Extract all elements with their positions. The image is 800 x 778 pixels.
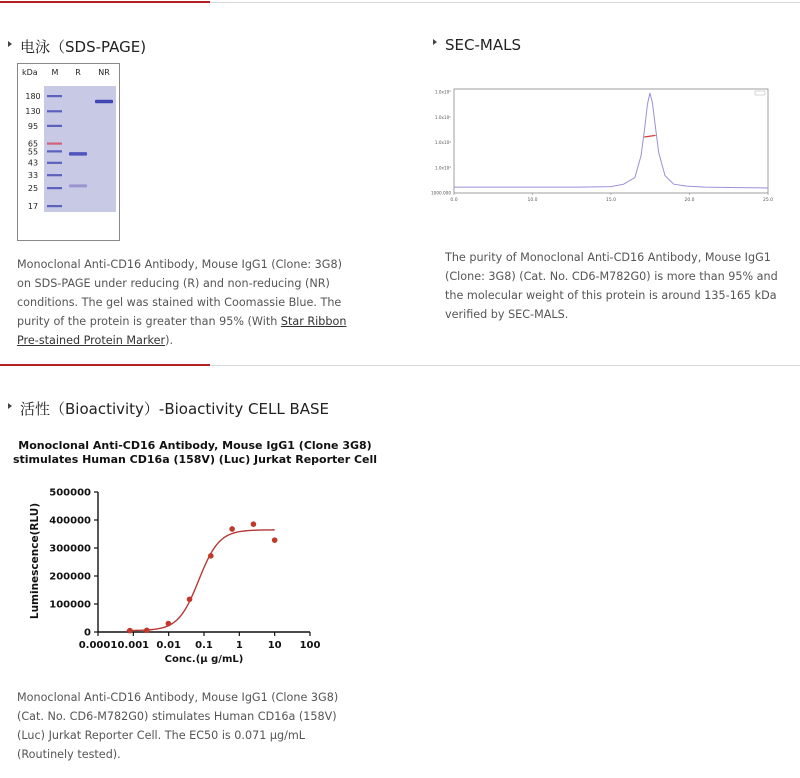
bio-fit-curve bbox=[127, 530, 275, 631]
bio-x-tick-label: 0.0001 bbox=[78, 640, 118, 651]
gel-marker-label: 95 bbox=[27, 121, 39, 131]
bio-chart-title-line-2: stimulates Human CD16a (158V) (Luc) Jurkat Reporter Cell bbox=[12, 453, 378, 466]
sec-mals-title-text: SEC-MALS bbox=[445, 36, 521, 54]
bio-data-point bbox=[127, 628, 133, 634]
bioactivity-description bbox=[17, 688, 362, 764]
bio-y-axis-label: Luminescence(RLU) bbox=[29, 502, 41, 620]
sds-page-title-text: 电泳（SDS-PAGE) bbox=[20, 38, 147, 56]
bullet-triangle-icon bbox=[433, 39, 437, 45]
bio-y-tick-label: 300000 bbox=[49, 543, 91, 555]
sds-page-title bbox=[8, 36, 146, 57]
bioactivity-chart bbox=[0, 432, 380, 672]
bio-description-text: Monoclonal Anti-CD16 Antibody, Mouse IgG1 (Clone 3G8) (Cat. No. CD6-M782G0) stimulates Human CD16a (158V) (Luc) Jurkat Reporter Cell. The EC50 is 0.071 μg/mL (Routinely tested). bbox=[17, 691, 339, 761]
sds-gel-image bbox=[18, 64, 119, 240]
bio-x-tick-label: 0.1 bbox=[195, 640, 213, 651]
sec-y-tick-label: 1.0x10³ bbox=[434, 165, 451, 171]
gel-marker-band bbox=[47, 110, 62, 112]
gel-marker-band bbox=[47, 125, 62, 127]
bio-y-tick-label: 500000 bbox=[49, 487, 91, 499]
sec-mals-description bbox=[445, 248, 785, 324]
gel-unit-label: kDa bbox=[22, 68, 38, 77]
bio-data-point bbox=[144, 628, 150, 634]
bullet-triangle-icon bbox=[8, 403, 12, 409]
sds-gel-panel bbox=[17, 63, 120, 241]
sec-plot-frame bbox=[454, 89, 768, 193]
bio-data-point bbox=[208, 553, 214, 559]
sec-description-text: The purity of Monoclonal Anti-CD16 Antibody, Mouse IgG1 (Clone: 3G8) (Cat. No. CD6-M782G0) is more than 95% and the molecular weight of this protein is around 135-165 kDa verified by SEC-MALS. bbox=[445, 251, 778, 321]
sds-page-description bbox=[17, 255, 352, 350]
bio-data-point bbox=[187, 596, 193, 602]
gel-band-r bbox=[69, 184, 87, 187]
top-divider-accent bbox=[0, 1, 210, 3]
gel-marker-band bbox=[47, 162, 62, 164]
bio-x-tick-label: 0.01 bbox=[156, 640, 182, 651]
sec-legend-box bbox=[755, 91, 765, 95]
bio-data-point bbox=[229, 526, 235, 532]
bio-x-tick-label: 100 bbox=[299, 640, 321, 651]
gel-background bbox=[44, 86, 116, 212]
gel-marker-label: 17 bbox=[27, 202, 39, 211]
gel-marker-label: 55 bbox=[27, 147, 39, 157]
gel-marker-band bbox=[47, 95, 62, 97]
sec-x-tick-label: 20.0 bbox=[684, 198, 695, 203]
sec-y-tick-label: 1.0x10⁵ bbox=[434, 114, 451, 120]
gel-lane-label-nr: NR bbox=[98, 68, 110, 77]
sec-chromatogram-trace bbox=[454, 93, 768, 188]
bio-x-axis-label: Conc.(μ g/mL) bbox=[164, 654, 244, 665]
gel-marker-band bbox=[47, 174, 62, 176]
sec-y-tick-label: 1000.000 bbox=[431, 190, 451, 196]
sec-y-tick-label: 1.0x10⁶ bbox=[434, 89, 451, 95]
gel-band-nr bbox=[95, 100, 113, 104]
protein-marker-link[interactable]: Star Ribbon Pre-stained Protein Marker bbox=[17, 315, 347, 347]
gel-marker-label: 33 bbox=[27, 171, 39, 181]
gel-marker-label: 43 bbox=[27, 158, 39, 168]
bio-chart-title-line-1: Monoclonal Anti-CD16 Antibody, Mouse IgG1 (Clone 3G8) bbox=[18, 439, 372, 452]
middle-divider-accent bbox=[0, 364, 210, 366]
sec-x-tick-label: 0.0 bbox=[450, 198, 458, 203]
bio-y-tick-label: 400000 bbox=[49, 515, 91, 527]
gel-marker-label: 180 bbox=[25, 92, 41, 101]
sec-y-tick-label: 1.0x10⁴ bbox=[434, 140, 451, 145]
sec-x-tick-label: 15.0 bbox=[605, 198, 617, 203]
bio-data-point bbox=[272, 537, 278, 543]
sec-x-tick-label: 10.0 bbox=[527, 198, 538, 203]
bio-x-tick-label: 10 bbox=[267, 640, 282, 651]
gel-band-r bbox=[69, 152, 87, 156]
sec-mals-title bbox=[433, 36, 521, 54]
gel-lane-label-r: R bbox=[75, 68, 81, 77]
gel-marker-band bbox=[47, 187, 62, 189]
bioactivity-title bbox=[8, 398, 329, 419]
bioactivity-title-text: 活性（Bioactivity）-Bioactivity CELL BASE bbox=[20, 400, 330, 418]
sds-description-text: Monoclonal Anti-CD16 Antibody, Mouse IgG1 (Clone: 3G8) on SDS-PAGE under reducing (R) and non-reducing (NR) conditions. The gel was stained with Coomassie Blue. The purity of the protein is greater than 95% (With bbox=[17, 258, 342, 328]
bio-data-point bbox=[166, 621, 172, 627]
bio-x-tick-label: 1 bbox=[235, 640, 243, 651]
gel-marker-band bbox=[47, 205, 62, 207]
gel-marker-label: 25 bbox=[27, 184, 39, 194]
sec-mals-chart bbox=[423, 82, 778, 210]
bio-y-tick-label: 100000 bbox=[49, 599, 91, 611]
sec-x-tick-label: 25.0 bbox=[762, 198, 774, 203]
gel-marker-band bbox=[47, 150, 62, 152]
bio-x-tick-label: 0.001 bbox=[117, 640, 150, 651]
gel-marker-band bbox=[47, 142, 62, 144]
bullet-triangle-icon bbox=[8, 41, 12, 47]
gel-lane-label-m: M bbox=[51, 68, 59, 77]
bio-y-tick-label: 0 bbox=[84, 627, 91, 639]
bio-y-tick-label: 200000 bbox=[49, 571, 91, 583]
gel-marker-label: 130 bbox=[25, 107, 41, 117]
sds-description-end: ). bbox=[165, 334, 173, 347]
gel-marker-label: 65 bbox=[27, 139, 39, 149]
bio-data-point bbox=[251, 521, 257, 527]
sec-molecular-weight-segment bbox=[644, 135, 655, 137]
